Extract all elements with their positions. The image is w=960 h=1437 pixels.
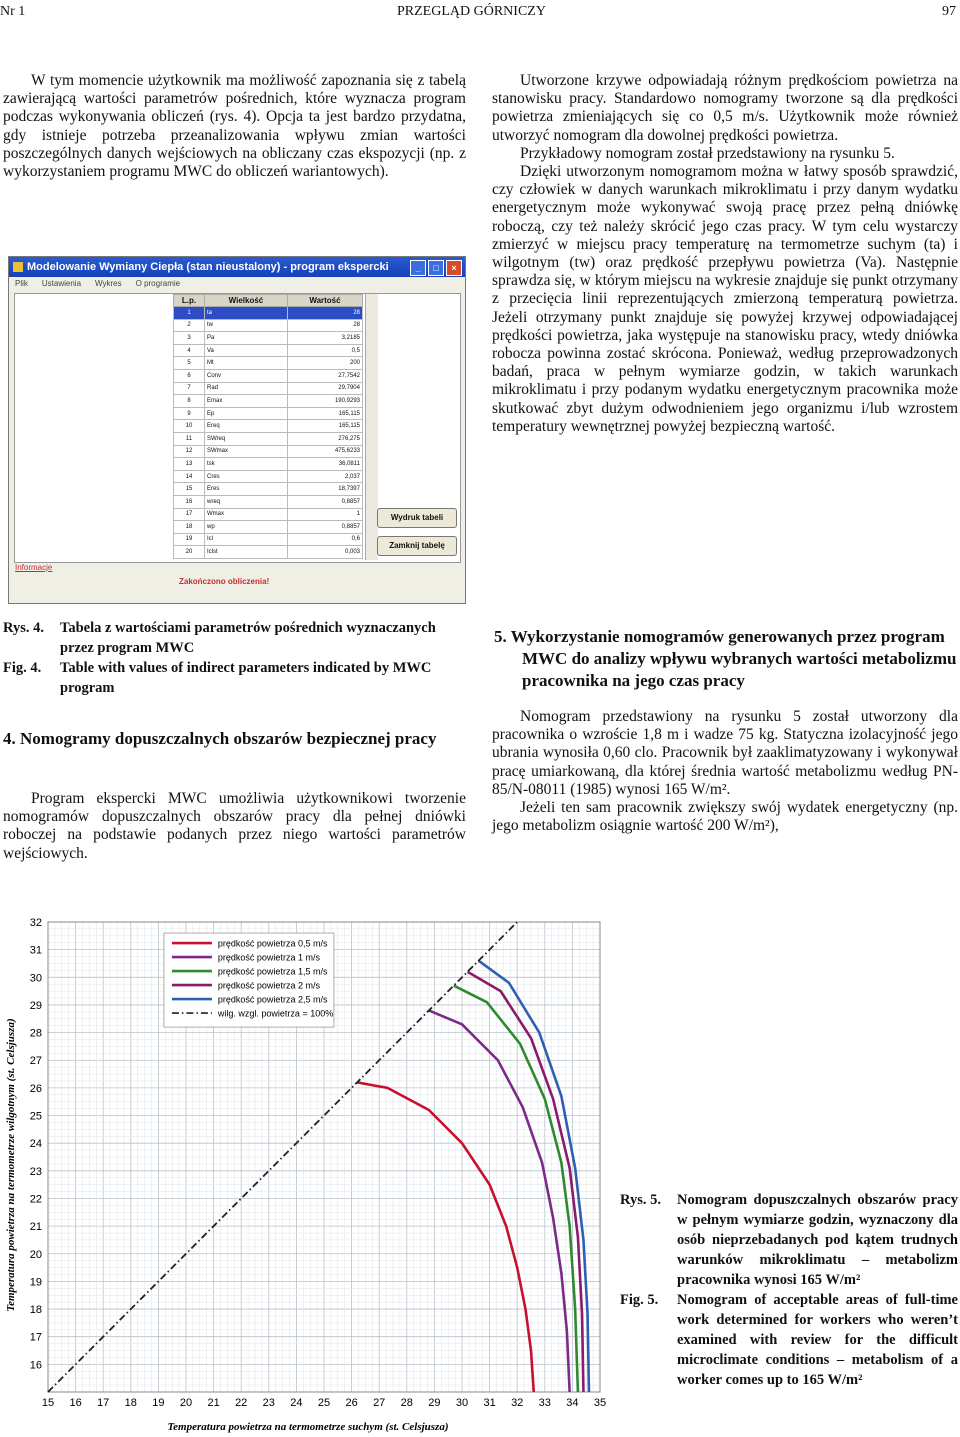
cell-quantity: wreq (205, 495, 288, 508)
cell-lp: 15 (174, 483, 205, 496)
table-row[interactable] (174, 382, 363, 395)
caption-text: Table with values of indirect parameters indicated by MWC program (60, 660, 432, 696)
cell-lp: 1 (174, 307, 205, 320)
cell-quantity: Va (205, 344, 288, 357)
paragraph: Nomogram przedstawiony na rysunku 5 został utworzony dla pracownika o wzroście 1,8 m i wadze 75 kg. Statyczna izolacyjność jego ubrania wynosiła 0,60 clo. Pracownik był zaaklimatyzowany i wykonywał pracę umiarkowaną, dla której średnia wartość metabolizmu według PN-85/N-08011 (1985) wynosi 165 W/m². (492, 708, 958, 798)
x-tick-label: 17 (97, 1397, 110, 1409)
caption-label: Fig. 4. (3, 660, 42, 676)
y-tick-label: 26 (29, 1082, 42, 1095)
x-tick-label: 23 (262, 1397, 275, 1409)
cell-value: 36,0811 (287, 458, 362, 471)
cell-quantity: Icl (205, 533, 288, 546)
minimize-icon[interactable]: _ (410, 260, 426, 276)
caption-label: Fig. 5. (620, 1292, 659, 1308)
journal-title: PRZEGLĄD GÓRNICZY (397, 4, 546, 19)
cell-lp: 6 (174, 369, 205, 382)
menu-bar (9, 277, 465, 291)
cell-lp: 18 (174, 521, 205, 534)
y-tick-label: 19 (29, 1276, 42, 1289)
cell-lp: 9 (174, 407, 205, 420)
cell-lp: 19 (174, 533, 205, 546)
x-tick-label: 29 (428, 1397, 441, 1409)
cell-lp: 11 (174, 432, 205, 445)
x-tick-label: 30 (455, 1397, 469, 1409)
x-tick-label: 35 (593, 1397, 607, 1409)
x-tick-label: 21 (207, 1397, 220, 1409)
table-row[interactable] (174, 357, 363, 370)
cell-quantity: Emax (205, 395, 288, 408)
cell-quantity: tw (205, 319, 288, 332)
cell-value: 18,7397 (287, 483, 362, 496)
x-tick-label: 34 (566, 1397, 579, 1409)
cell-quantity: SWreq (205, 432, 288, 445)
caption-label: Rys. 5. (620, 1192, 661, 1208)
x-tick-label: 16 (69, 1397, 82, 1409)
y-axis-label: Temperatura powietrza na termometrze wilgotnym (st. Celsjusza) (5, 1018, 17, 1312)
table-row[interactable] (174, 495, 363, 508)
window-titlebar (9, 257, 465, 277)
page-number: 97 (942, 4, 956, 19)
cell-lp: 16 (174, 495, 205, 508)
cell-value: 2,037 (287, 470, 362, 483)
legend-label: wilg. wzgl. powietrza = 100% (217, 1008, 334, 1019)
section-5-heading: 5. Wykorzystanie nomogramów generowanych przez program MWC do analizy wpływu wybranych wartości metabolizmu pracownika na jego czas pracy (494, 627, 957, 690)
table-row[interactable] (174, 533, 363, 546)
cell-quantity: Iclst (205, 546, 288, 559)
legend-label: prędkość powietrza 0,5 m/s (217, 938, 328, 949)
cell-value: 0,8857 (287, 521, 362, 534)
chart-legend (164, 933, 334, 1027)
cell-quantity: Pa (205, 332, 288, 345)
cell-quantity: tsk (205, 458, 288, 471)
parameters-table (173, 294, 363, 559)
x-tick-label: 33 (538, 1397, 551, 1409)
table-row[interactable] (174, 407, 363, 420)
cell-value: 27,7542 (287, 369, 362, 382)
cell-lp: 8 (174, 395, 205, 408)
paragraph: Przykładowy nomogram został przedstawiony na rysunku 5. (520, 144, 895, 162)
y-tick-label: 31 (29, 944, 42, 957)
cell-lp: 10 (174, 420, 205, 433)
cell-quantity: Ep (205, 407, 288, 420)
cell-lp: 17 (174, 508, 205, 521)
cell-value: 0,003 (287, 546, 362, 559)
cell-quantity: Cres (205, 470, 288, 483)
cell-value: 165,115 (287, 420, 362, 433)
x-tick-label: 28 (400, 1397, 413, 1409)
right-column-text (492, 72, 958, 436)
x-tick-label: 25 (317, 1397, 331, 1409)
x-tick-label: 22 (235, 1397, 248, 1409)
menu-chart[interactable]: Wykres (95, 279, 122, 288)
paragraph: Program ekspercki MWC umożliwia użytkownikowi tworzenie nomogramów dopuszczalnych obszarów pracy dla pełnej dniówki roboczej na podstawie podanych przez niego wartości parametrów wejściowych. (3, 790, 466, 862)
col-quantity: Wielkość (205, 295, 288, 307)
x-tick-label: 24 (290, 1397, 303, 1409)
left-intro-text (3, 72, 466, 181)
y-tick-label: 29 (29, 999, 42, 1012)
maximize-icon[interactable]: □ (428, 260, 444, 276)
section-4-heading: 4. Nomogramy dopuszczalnych obszarów bezpiecznej pracy (3, 729, 437, 748)
cell-quantity: Rad (205, 382, 288, 395)
y-tick-label: 30 (29, 972, 42, 985)
cell-lp: 2 (174, 319, 205, 332)
y-tick-label: 22 (29, 1193, 42, 1206)
cell-lp: 14 (174, 470, 205, 483)
cell-quantity: wp (205, 521, 288, 534)
print-table-button[interactable]: Wydruk tabeli (377, 508, 457, 528)
y-tick-label: 18 (29, 1304, 42, 1317)
cell-value: 3,2185 (287, 332, 362, 345)
caption-text: Tabela z wartościami parametrów pośrednich wyznaczanych przez program MWC (60, 620, 436, 656)
y-tick-label: 28 (29, 1027, 42, 1040)
y-tick-label: 32 (29, 917, 42, 929)
section-5-text (492, 708, 958, 835)
cell-quantity: Eres (205, 483, 288, 496)
caption-label: Rys. 4. (3, 620, 44, 636)
issue-number: Nr 1 (0, 4, 26, 19)
cell-value: 165,115 (287, 407, 362, 420)
cell-quantity: Wmax (205, 508, 288, 521)
program-screenshot (8, 256, 466, 604)
paragraph: Dzięki utworzonym nomogramom można w łatwy sposób sprawdzić, czy człowiek w danych warunkach mikroklimatu i przy danym wydatku energetycznym może wykonywać swoją pracę przez pełną dniówkę roboczą, czy też należy skrócić jego czas pracy. W tym celu wystarczy zmierzyć w miejscu pracy temperaturę na termometrze suchym (ta) i wilgotnym (tw) oraz prędkość przepływu powietrza (Va). Następnie sprawdza się, w którym miejscu na wykresie znajduje się punkt otrzymany z przecięcia linii reprezentujących zmierzoną temperaturą powietrza. Jeżeli otrzymany punkt znajduje się powyżej krzywej odpowiadającej prędkości powietrza, jaka występuje na stanowisku pracy, wtedy dniówka robocza powinna zostać skrócona. Ponieważ, według przeprowadzonych badań, praca w pełnym wymiarze godzin, w takich warunkach mikroklimatu i przy podanym wydatku energetycznym pracownika może skutkować zbyt dużym odwodnieniem jego organizmu i/lub wzrostem temperatury wewnętrznej powyżej bezpieczną wartość. (492, 163, 958, 435)
cell-value: 28 (287, 319, 362, 332)
paragraph: Jeżeli ten sam pracownik zwiększy swój wydatek energetyczny (np. jego metabolizm osiągnie wartość 200 W/m²), (492, 799, 958, 835)
table-row[interactable] (174, 344, 363, 357)
table-row[interactable] (174, 546, 363, 559)
x-tick-label: 18 (124, 1397, 137, 1409)
series-line (357, 1082, 534, 1392)
col-value: Wartość (287, 295, 362, 307)
cell-lp: 3 (174, 332, 205, 345)
y-tick-label: 20 (29, 1248, 42, 1261)
x-tick-label: 19 (152, 1397, 165, 1409)
cell-quantity: Conv (205, 369, 288, 382)
y-tick-label: 23 (29, 1165, 42, 1178)
legend-label: prędkość powietrza 2 m/s (217, 980, 320, 991)
y-tick-label: 24 (29, 1138, 42, 1151)
app-icon (13, 262, 23, 272)
cell-value: 190,9293 (287, 395, 362, 408)
legend-label: prędkość powietrza 1,5 m/s (217, 966, 328, 977)
table-row[interactable] (174, 420, 363, 433)
y-tick-label: 21 (29, 1221, 42, 1234)
cell-lp: 20 (174, 546, 205, 559)
x-tick-label: 15 (41, 1397, 55, 1409)
table-row[interactable] (174, 395, 363, 408)
x-tick-label: 20 (179, 1397, 193, 1409)
table-row[interactable] (174, 445, 363, 458)
cell-value: 28 (287, 307, 362, 320)
info-link[interactable]: Informacje (15, 563, 53, 572)
table-row[interactable] (174, 307, 363, 320)
cell-value: 29,7904 (287, 382, 362, 395)
series-line (429, 1010, 570, 1392)
table-row[interactable] (174, 470, 363, 483)
x-tick-label: 32 (511, 1397, 524, 1409)
menu-file[interactable]: Plik (15, 279, 28, 288)
close-icon[interactable]: × (446, 260, 462, 276)
cell-value: 0,8857 (287, 495, 362, 508)
cell-quantity: SWmax (205, 445, 288, 458)
table-row[interactable] (174, 521, 363, 534)
cell-value: 0,5 (287, 344, 362, 357)
y-tick-label: 17 (29, 1331, 42, 1344)
caption-text: Nomogram of acceptable areas of full-time work determined for workers who weren’t examined with review for the difficult microclimate conditions – metabolism of a worker comes up to 165 W/m² (677, 1292, 958, 1388)
x-axis-label: Temperatura powietrza na termometrze suchym (st. Celsjusza) (167, 1421, 449, 1433)
menu-settings[interactable]: Ustawienia (41, 279, 82, 288)
y-tick-label: 27 (29, 1055, 42, 1068)
close-table-button[interactable]: Zamknij tabelę (377, 536, 457, 556)
table-row[interactable] (174, 483, 363, 496)
table-row[interactable] (174, 369, 363, 382)
status-text: Zakończono obliczenia! (179, 577, 270, 586)
x-tick-label: 31 (483, 1397, 496, 1409)
cell-value: 200 (287, 357, 362, 370)
legend-label: prędkość powietrza 1 m/s (217, 952, 320, 963)
col-lp: L.p. (174, 295, 205, 307)
cell-lp: 12 (174, 445, 205, 458)
figure-4-caption (3, 618, 466, 698)
table-row[interactable] (174, 508, 363, 521)
table-pane (14, 293, 461, 563)
cell-lp: 5 (174, 357, 205, 370)
cell-lp: 4 (174, 344, 205, 357)
legend-label: prędkość powietrza 2,5 m/s (217, 994, 328, 1005)
cell-value: 475,6233 (287, 445, 362, 458)
cell-lp: 13 (174, 458, 205, 471)
section-4-text (3, 790, 466, 863)
x-tick-label: 26 (345, 1397, 358, 1409)
figure-5-caption (620, 1190, 958, 1390)
cell-quantity: Mt (205, 357, 288, 370)
running-header (0, 0, 960, 22)
table-row[interactable] (174, 432, 363, 445)
x-tick-label: 27 (373, 1397, 386, 1409)
table-row[interactable] (174, 319, 363, 332)
window-title: Modelowanie Wymiany Ciepła (stan nieustalony) - program ekspercki (27, 261, 389, 273)
cell-quantity: Ereq (205, 420, 288, 433)
cell-value: 0,6 (287, 533, 362, 546)
cell-lp: 7 (174, 382, 205, 395)
table-row[interactable] (174, 332, 363, 345)
paragraph: Utworzone krzywe odpowiadają różnym prędkościom powietrza na stanowisku pracy. Standardowo nomogramy tworzone są dla prędkości powietrza zmieniających się co 0,5 m/s. Użytkownik może również utworzyć nomogram dla dowolnej prędkości powietrza. (492, 72, 958, 144)
cell-quantity: ta (205, 307, 288, 320)
nomogram-chart (0, 910, 612, 1437)
paragraph: W tym momencie użytkownik ma możliwość zapoznania się z tabelą zawierającą wartości parametrów pośrednich, które wyznacza program podczas wykonywania obliczeń (rys. 4). Opcja ta jest bardzo przydatna, gdy istnieje potrzeba przeanalizowania wpływu zmian wartości poszczególnych danych wejściowych na obliczany czas ekspozycji (np. z wykorzystaniem programu MWC do obliczeń wariantowych). (3, 72, 466, 181)
menu-about[interactable]: O programie (135, 279, 181, 288)
cell-value: 1 (287, 508, 362, 521)
y-tick-label: 25 (29, 1110, 42, 1123)
table-row[interactable] (174, 458, 363, 471)
caption-text: Nomogram dopuszczalnych obszarów pracy w pełnym wymiarze godzin, wyznaczony dla osób nieprzebadanych pod kątem trudnych warunków mikroklimatu – metabolizm pracownika wynosi 165 W/m² (677, 1192, 958, 1288)
cell-value: 276,275 (287, 432, 362, 445)
y-tick-label: 16 (29, 1359, 42, 1372)
